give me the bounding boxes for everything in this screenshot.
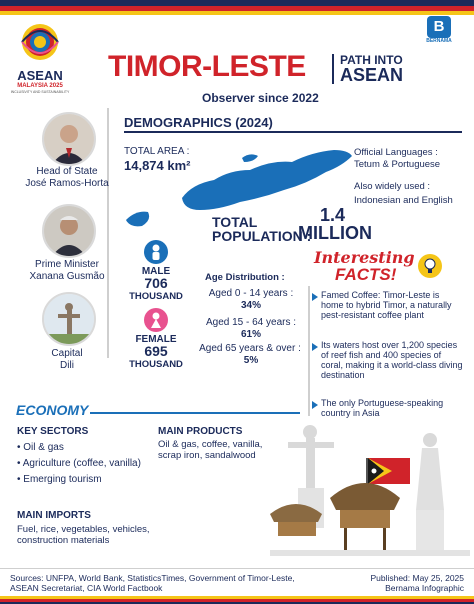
female-value: 695 — [144, 343, 168, 359]
key-sector-item-2: • Emerging tourism — [17, 474, 102, 485]
key-sector-item-1: • Agriculture (coffee, vanilla) — [17, 458, 141, 469]
main-products-value: Oil & gas, coffee, vanilla, scrap iron, sandalwood — [158, 439, 263, 461]
female-icon — [144, 308, 168, 332]
prime-minister-photo — [42, 204, 96, 258]
capital-name: Dili — [60, 360, 74, 371]
age-group-0-share: 34% — [240, 300, 261, 311]
economy-underline — [90, 412, 300, 414]
lightbulb-icon — [418, 254, 442, 278]
female-label: FEMALE — [135, 334, 177, 345]
economy-heading: ECONOMY — [16, 402, 89, 418]
male-label: MALE — [141, 266, 171, 277]
landmarks-illustration — [270, 410, 470, 578]
total-area-value: 14,874 km² — [124, 158, 191, 173]
traditional-house-icon — [270, 483, 400, 550]
main-imports-label: MAIN IMPORTS — [17, 510, 91, 521]
fact-1: Famed Coffee: Timor-Leste is home to hybrid Timor, a naturally pest-resistant coffee plant — [321, 290, 452, 320]
head-of-state-name: José Ramos-Horta — [25, 178, 109, 189]
observer-subtitle: Observer since 2022 — [202, 91, 319, 105]
demographics-heading — [124, 115, 273, 130]
facts-line — [308, 286, 310, 416]
male-icon — [144, 240, 168, 264]
age-group-2-share: 5% — [243, 355, 259, 366]
total-area-label: TOTAL AREA : — [124, 146, 190, 157]
asean-malaysia-logo — [8, 20, 72, 96]
footer-published: Published: May 25, 2025 — [370, 573, 464, 583]
logo-tagline: INCLUSIVITY AND SUSTAINABILITY — [10, 90, 70, 94]
key-sectors-label: KEY SECTORS — [17, 426, 89, 437]
age-group-1-share: 61% — [240, 329, 261, 340]
demographics-year: (2024) — [235, 115, 273, 130]
population-label: POPULATION : — [212, 228, 312, 244]
key-sector-item-0: • Oil & gas — [17, 442, 64, 453]
head-of-state-role: Head of State — [36, 166, 98, 177]
main-imports-value: Fuel, rice, vegetables, vehicles, construction materials — [17, 524, 150, 546]
age-group-2-range: Aged 65 years & over : — [199, 343, 301, 354]
population-unit: MILLION — [298, 223, 372, 243]
age-group-1-range: Aged 15 - 64 years : — [205, 317, 297, 328]
capital-label: Capital — [51, 348, 83, 359]
female-unit: THOUSAND — [129, 359, 183, 370]
age-distribution-label: Age Distribution : — [205, 272, 285, 283]
fact-arrow-1-icon — [312, 293, 318, 301]
logo-malaysia-text: MALAYSIA 2025 — [17, 83, 63, 89]
prime-minister-role: Prime Minister — [35, 259, 99, 270]
page-title: TIMOR-LESTE — [108, 50, 306, 83]
logo-asean-text: ASEAN — [17, 68, 63, 83]
also-used-value: Indonesian and English — [354, 195, 453, 206]
top-stripe-yellow — [0, 11, 474, 15]
right-statue-icon — [416, 433, 444, 550]
capital-photo — [42, 292, 96, 346]
male-unit: THOUSAND — [129, 291, 183, 302]
path-into-text: PATH INTO — [340, 53, 403, 67]
bernama-label: BERNAMA — [426, 38, 452, 44]
fact-2: Its waters host over 1,200 species of reef fish and 400 species of coral, making it a world-class diving destination — [321, 340, 463, 380]
population-number: 1.4 — [320, 205, 346, 225]
asean-text: ASEAN — [340, 65, 404, 85]
bernama-logo — [424, 16, 454, 48]
fact-3: The only Portuguese-speaking country in Asia — [321, 398, 444, 418]
demographics-underline — [124, 131, 462, 133]
also-used-label: Also widely used : — [354, 181, 431, 192]
footer-divider — [0, 568, 474, 569]
prime-minister-name: Xanana Gusmão — [29, 271, 105, 282]
total-label: TOTAL — [212, 214, 258, 230]
title-divider — [332, 54, 334, 84]
footer-credit: Bernama Infographic — [385, 583, 464, 593]
fact-arrow-3-icon — [312, 401, 318, 409]
facts-heading-interesting: Interesting — [314, 248, 415, 267]
head-of-state-photo — [42, 112, 96, 166]
official-languages-label: Official Languages : — [354, 147, 438, 158]
main-products-label: MAIN PRODUCTS — [158, 426, 243, 437]
footer-sources: Sources: UNFPA, World Bank, StatisticsTimes, Government of Timor-Leste, ASEAN Secretariat, CIA World Factbook — [10, 573, 295, 593]
male-value: 706 — [144, 275, 168, 291]
timeline-line — [107, 108, 109, 358]
age-group-0-range: Aged 0 - 14 years : — [208, 288, 294, 299]
official-languages-value: Tetum & Portuguese — [354, 159, 441, 170]
demographics-title: DEMOGRAPHICS — [124, 115, 232, 130]
fact-arrow-2-icon — [312, 343, 318, 351]
asean-flower-icon — [8, 20, 72, 64]
bernama-icon: B — [427, 16, 451, 38]
facts-heading-facts: FACTS! — [335, 265, 397, 284]
